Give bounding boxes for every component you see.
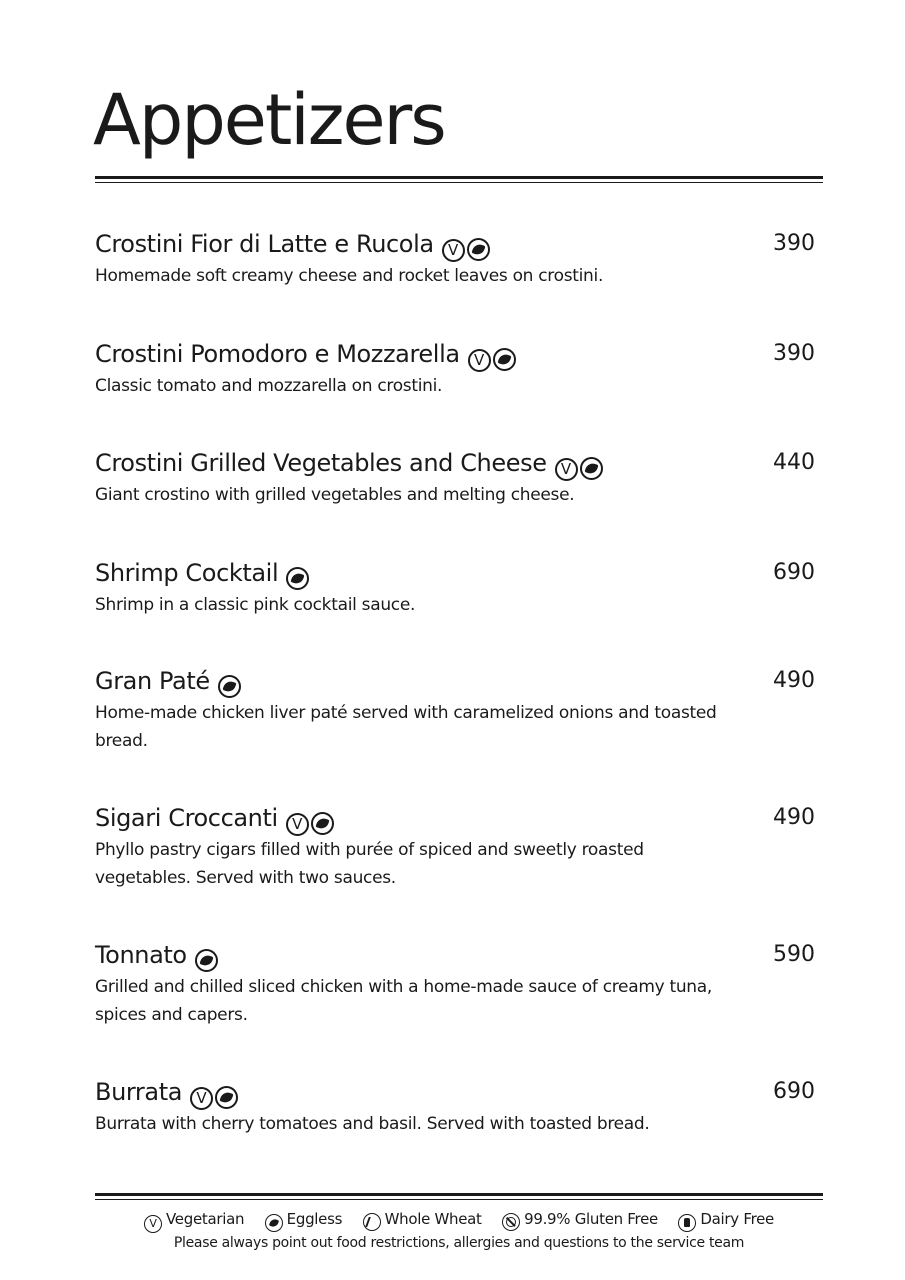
circled-v-icon: V (190, 1087, 213, 1110)
item-description: Burrata with cherry tomatoes and basil. Served with toasted bread. (95, 1114, 650, 1134)
item-price: 690 (773, 560, 815, 585)
leaf-icon (286, 567, 309, 590)
legend-gluten-free-label: 99.9% Gluten Free (524, 1210, 658, 1228)
item-name: Crostini Pomodoro e Mozzarella (95, 340, 460, 368)
legend (95, 1208, 823, 1233)
legend-vegetarian (144, 1208, 244, 1233)
legend-whole-wheat (363, 1208, 482, 1231)
item-name: Crostini Fior di Latte e Rucola (95, 230, 434, 258)
title-divider (95, 176, 823, 186)
menu-item (95, 1076, 815, 1138)
leaf-icon (311, 812, 334, 835)
item-price: 390 (773, 341, 815, 366)
legend-eggless (265, 1208, 342, 1232)
menu-item (95, 338, 815, 400)
legend-eggless-label: Eggless (286, 1210, 343, 1228)
legend-gluten-free (502, 1208, 658, 1231)
circled-v-icon: V (555, 458, 578, 481)
item-name: Shrimp Cocktail (95, 559, 279, 587)
circled-v-icon: V (286, 813, 309, 836)
circled-v-icon: V (442, 239, 465, 262)
item-price: 390 (773, 231, 815, 256)
item-name: Burrata (95, 1078, 183, 1106)
wheat-icon (363, 1213, 381, 1231)
item-description: Classic tomato and mozzarella on crostini. (95, 376, 443, 396)
item-price: 690 (773, 1079, 815, 1104)
item-price: 440 (773, 450, 815, 475)
menu-item (95, 447, 815, 509)
legend-vegetarian-label: Vegetarian (166, 1210, 245, 1228)
service-note: Please always point out food restrictions, allergies and questions to the service team (173, 1235, 745, 1251)
leaf-icon (265, 1214, 283, 1232)
item-price: 590 (773, 942, 815, 967)
item-description: Phyllo pastry cigars filled with purée of spiced and sweetly roasted vegetables. Served with two sauces. (95, 840, 644, 888)
circled-v-icon: V (144, 1215, 162, 1233)
item-description: Shrimp in a classic pink cocktail sauce. (95, 595, 416, 615)
gluten-free-icon (502, 1213, 520, 1231)
menu-item (95, 557, 815, 619)
circled-v-icon: V (468, 349, 491, 372)
menu-item (95, 939, 815, 1029)
leaf-icon (580, 457, 603, 480)
leaf-icon (467, 238, 490, 261)
leaf-icon (218, 675, 241, 698)
item-description: Giant crostino with grilled vegetables and melting cheese. (95, 485, 575, 505)
item-name: Gran Paté (95, 667, 210, 695)
menu-item (95, 228, 815, 290)
legend-whole-wheat-label: Whole Wheat (384, 1210, 482, 1228)
item-description: Home-made chicken liver paté served with caramelized onions and toasted bread. (95, 703, 717, 751)
legend-dairy-free (678, 1208, 774, 1232)
leaf-icon (215, 1086, 238, 1109)
menu-item (95, 665, 815, 755)
dairy-free-icon (678, 1214, 696, 1232)
legend-dairy-free-label: Dairy Free (700, 1210, 774, 1228)
item-name: Tonnato (95, 941, 187, 969)
item-name: Sigari Croccanti (95, 804, 278, 832)
item-name: Crostini Grilled Vegetables and Cheese (95, 449, 547, 477)
page-title: Appetizers (93, 79, 445, 161)
item-description: Grilled and chilled sliced chicken with a home-made sauce of creamy tuna, spices and capers. (95, 977, 712, 1025)
footer-divider (95, 1193, 823, 1203)
item-price: 490 (773, 805, 815, 830)
menu-item (95, 802, 815, 892)
leaf-icon (195, 949, 218, 972)
leaf-icon (493, 348, 516, 371)
item-price: 490 (773, 668, 815, 693)
item-description: Homemade soft creamy cheese and rocket leaves on crostini. (95, 266, 604, 286)
